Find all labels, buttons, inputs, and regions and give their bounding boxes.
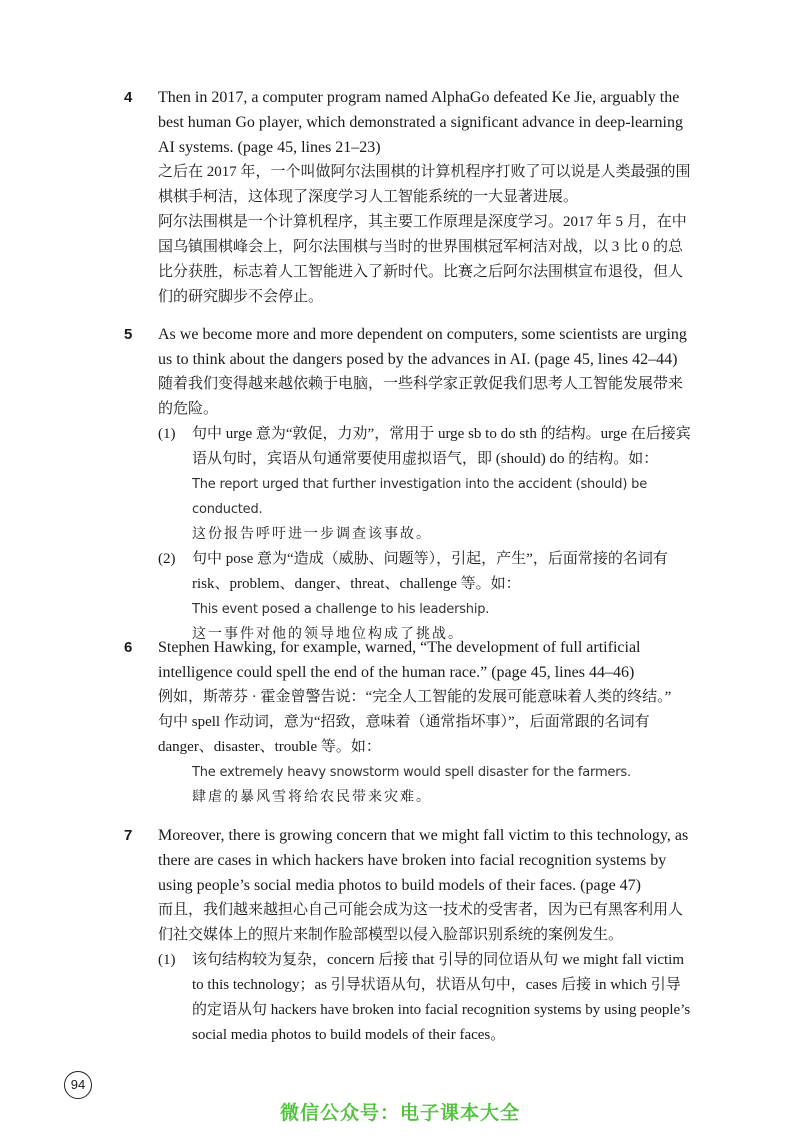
sub-note-text: 句中 pose 意为“造成（威胁、问题等），引起，产生”，后面常接的名词有 risk、problem、danger、threat、challenge 等。如： bbox=[192, 551, 668, 592]
note-entry-7 bbox=[124, 823, 694, 1048]
english-sentence: Stephen Hawking, for example, warned, “The development of full artificial intelligence could spell the end of the human race.” (page 45, lines 44–46) bbox=[158, 639, 641, 681]
note-entry-4 bbox=[124, 85, 694, 310]
example-sentence: The report urged that further investigation into the accident (should) be conducted. bbox=[192, 477, 648, 517]
example-translation: 肆虐的暴风雪将给农民带来灾难。 bbox=[192, 790, 432, 805]
chinese-translation: 例如，斯蒂芬 · 霍金曾警告说：“完全人工智能的发展可能意味着人类的终结。” bbox=[158, 689, 672, 705]
sub-note-label: (1) bbox=[158, 426, 176, 442]
explanation-note: 阿尔法围棋是一个计算机程序，其主要工作原理是深度学习。2017 年 5 月，在中国乌镇围棋峰会上，阿尔法围棋与当时的世界围棋冠军柯洁对战，以 3 比 0 的总比分获胜，标志着人工智能进入了新时代。比赛之后阿尔法围棋宣布退役，但人们的研究脚步不会停止。 bbox=[158, 214, 687, 305]
english-sentence: Then in 2017, a computer program named AlphaGo defeated Ke Jie, arguably the best human Go player, which demonstrated a significant advance in deep-learning AI systems. (page 45, lines 21–23) bbox=[158, 89, 683, 156]
page-number: 94 bbox=[64, 1071, 92, 1099]
sub-note-1 bbox=[158, 422, 694, 547]
sub-note-text: 句中 urge 意为“敦促，力劝”，常用于 urge sb to do sth 的结构。urge 在后接宾语从句时，宾语从句通常要使用虚拟语气，即 (should) do 的结构。如： bbox=[192, 426, 691, 467]
sub-note-label: (2) bbox=[158, 551, 176, 567]
entry-number: 5 bbox=[124, 326, 133, 343]
example-sentence: This event posed a challenge to his leadership. bbox=[192, 602, 490, 617]
example-translation: 这一事件对他的领导地位构成了挑战。 bbox=[192, 627, 464, 642]
english-sentence: As we become more and more dependent on computers, some scientists are urging us to think about the dangers posed by the advances in AI. (page 45, lines 42–44) bbox=[158, 326, 687, 368]
sub-note-1 bbox=[158, 948, 694, 1048]
english-sentence: Moreover, there is growing concern that we might fall victim to this technology, as there are cases in which hackers have broken into facial recognition systems by using people’s social media photos to build models of their faces. (page 47) bbox=[158, 827, 689, 894]
sub-note-2 bbox=[158, 547, 694, 647]
sub-note-text: 该句结构较为复杂，concern 后接 that 引导的同位语从句 we might fall victim to this technology；as 引导状语从句，状语从句中，cases 后接 in which 引导的定语从句 hackers have broken into facial recognition systems by using people’s social media photos to build models of their faces。 bbox=[192, 952, 691, 1043]
entry-number: 7 bbox=[124, 827, 133, 844]
entry-number: 6 bbox=[124, 639, 133, 656]
example-translation: 这份报告呼吁进一步调查该事故。 bbox=[192, 527, 432, 542]
chinese-translation: 而且，我们越来越担心自己可能会成为这一技术的受害者，因为已有黑客利用人们社交媒体上的照片来制作脸部模型以侵入脸部识别系统的案例发生。 bbox=[158, 902, 684, 943]
explanation-note: 句中 spell 作动词，意为“招致，意味着（通常指坏事）”，后面常跟的名词有 danger、disaster、trouble 等。如： bbox=[158, 714, 650, 755]
chinese-translation: 之后在 2017 年，一个叫做阿尔法围棋的计算机程序打败了可以说是人类最强的围棋棋手柯洁，这体现了深度学习人工智能系统的一大显著进展。 bbox=[158, 164, 691, 205]
example-sentence: The extremely heavy snowstorm would spell disaster for the farmers. bbox=[192, 765, 631, 780]
sub-note-label: (1) bbox=[158, 952, 176, 968]
note-entry-5 bbox=[124, 322, 694, 647]
watermark: 微信公众号：电子课本大全 bbox=[279, 1102, 520, 1124]
note-entry-6 bbox=[124, 635, 694, 810]
chinese-translation: 随着我们变得越来越依赖于电脑，一些科学家正敦促我们思考人工智能发展带来的危险。 bbox=[158, 376, 684, 417]
entry-number: 4 bbox=[124, 89, 133, 106]
